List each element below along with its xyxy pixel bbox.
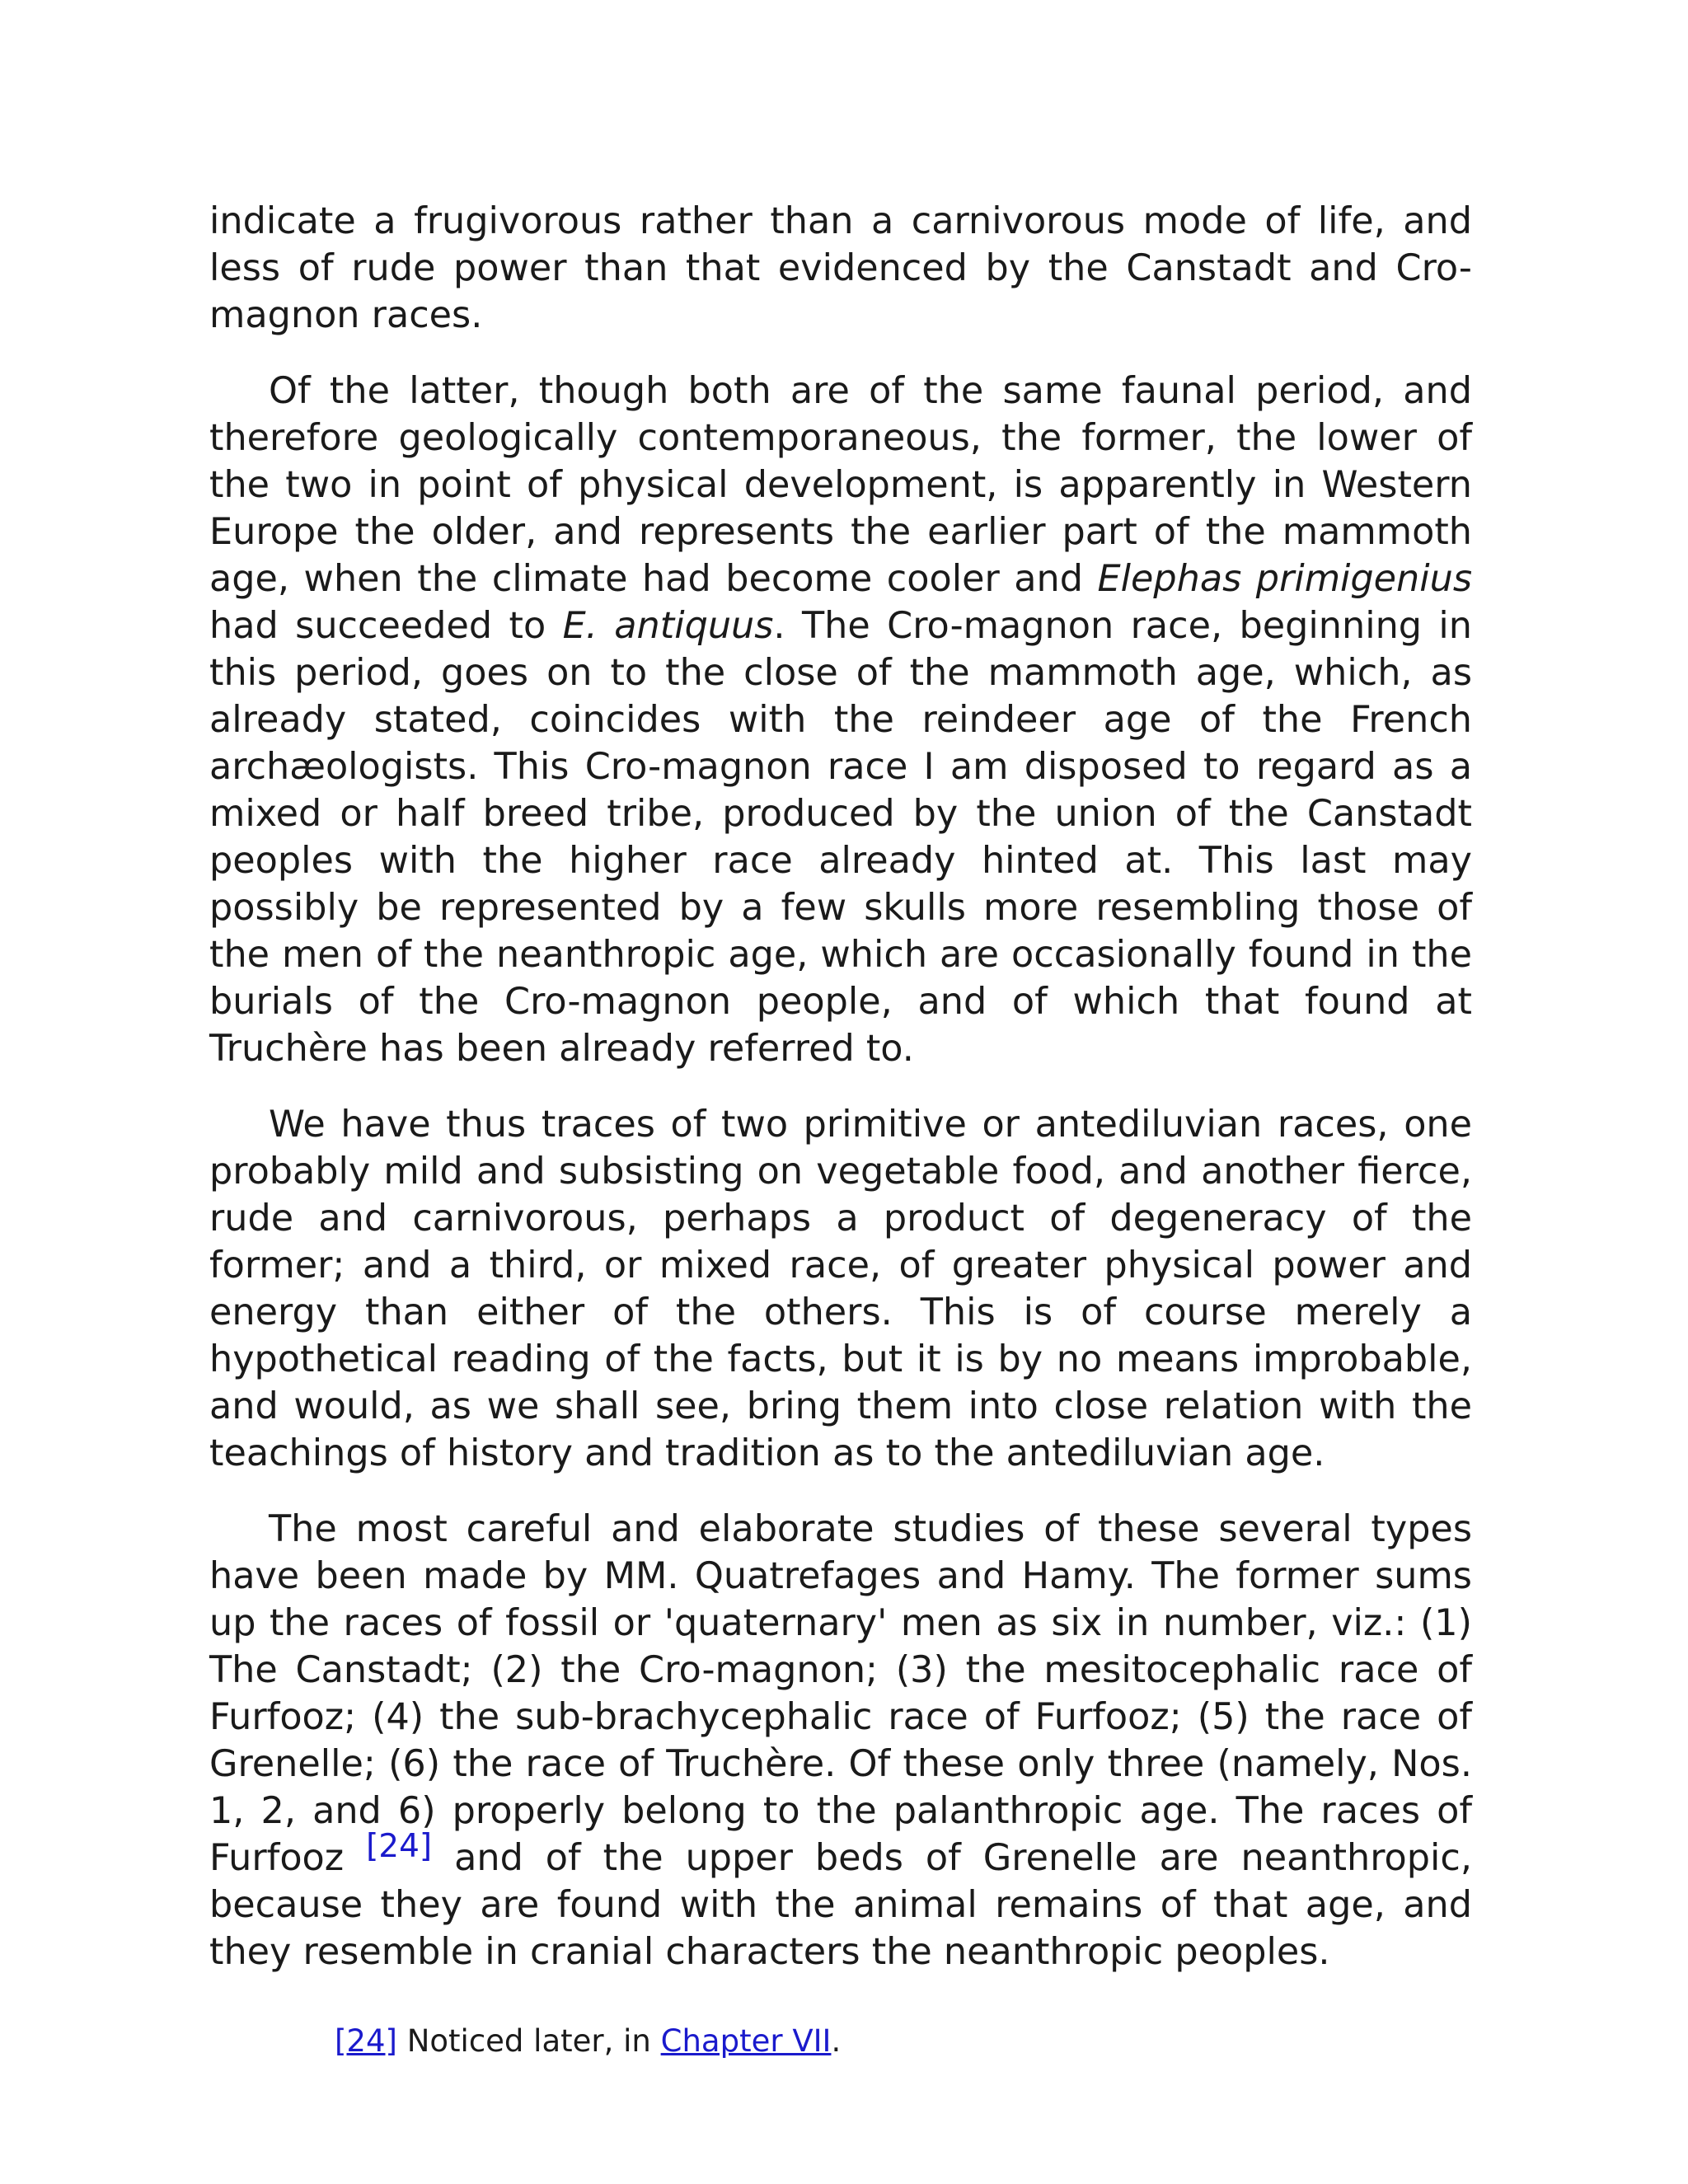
paragraph-4-text-b: and of the upper beds of Grenelle are neanthropic, because they are found with the animal remains of that age, and they resemble in cranial characters the neanthropic peoples. [209, 1837, 1472, 1973]
paragraph-1 [209, 198, 1472, 339]
chapter-vii-link[interactable]: Chapter VII [660, 2023, 832, 2059]
footnote-24 [335, 2022, 1472, 2061]
paragraph-4 [209, 1506, 1472, 1975]
paragraph-2 [209, 368, 1472, 1072]
footnote-back-link-24[interactable]: [24] [335, 2023, 397, 2059]
paragraph-2-text-c: . The Cro-magnon race, beginning in this period, goes on to the close of the mammoth age, which, as already stated, coincides with the reindeer age of the French archæologists. This Cro-magnon race I am disposed to regard as a mixed or half breed tribe, produced by the union of the Canstadt peoples with the higher race already hinted at. This last may possibly be represented by a few skulls more resembling those of the men of the neanthropic age, which are occasionally found in the burials of the Cro-magnon people, and of which that found at Truchère has been already referred to. [209, 605, 1473, 1070]
paragraph-1-text: indicate a frugivorous rather than a carnivorous mode of life, and less of rude power than that evidenced by the Canstadt and Cro-magnon races. [209, 200, 1472, 336]
footnote-ref-24-link[interactable]: [24] [366, 1828, 433, 1866]
paragraph-3 [209, 1101, 1472, 1477]
footnote-end: . [831, 2023, 842, 2059]
paragraph-2-text-b: had succeeded to [209, 605, 563, 647]
paragraph-2-text-a: Of the latter, though both are of the same faunal period, and therefore geologically contemporaneous, the former, the lower of the two in point of physical development, is apparently in Western Europe the older, and represents the earlier part of the mammoth age, when the climate had become cooler and [209, 370, 1472, 600]
paragraph-3-text: We have thus traces of two primitive or antediluvian races, one probably mild and subsisting on vegetable food, and another fierce, rude and carnivorous, perhaps a product of degeneracy of the former; and a third, or mixed race, of greater physical power and energy than either of the others. This is of course merely a hypothetical reading of the facts, but it is by no means improbable, and would, as we shall see, bring them into close relation with the teachings of history and tradition as to the antediluvian age. [209, 1104, 1472, 1474]
species-name-elephas-primigenius: Elephas primigenius [1097, 558, 1472, 600]
page-body [209, 198, 1472, 2061]
species-name-e-antiquus: E. antiquus [562, 605, 774, 647]
paragraph-4-text-a: The most careful and elaborate studies of these several types have been made by MM. Quatrefages and Hamy. The former sums up the races of fossil or 'quaternary' men as six in number, viz.: (1) The Canstadt; (2) the Cro-magnon; (3) the mesitocephalic race of Furfooz; (4) the sub-brachycephalic race of Furfooz; (5) the race of Grenelle; (6) the race of Truchère. Of these only three (namely, Nos. 1, 2, and 6) properly belong to the palanthropic age. The races of Furfooz [209, 1508, 1472, 1879]
footnote-text: Noticed later, in [396, 2023, 661, 2059]
